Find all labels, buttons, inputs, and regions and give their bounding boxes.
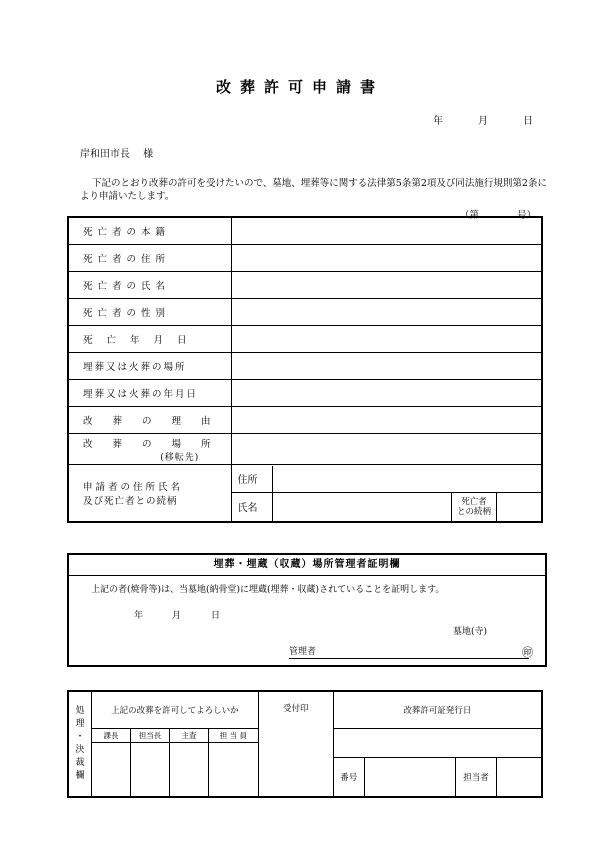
applicant-subtable <box>232 466 541 521</box>
date-of-death-field[interactable] <box>231 326 542 353</box>
issue-info-subtable <box>334 729 541 796</box>
manager-certificate-section <box>67 553 547 667</box>
row-label: 死亡年月日 <box>83 335 201 346</box>
relation-label-line1: 死亡者 <box>461 496 487 507</box>
number-open: （第 <box>460 210 480 221</box>
table-row <box>68 217 542 245</box>
table-row <box>68 465 542 523</box>
date-day-label: 日 <box>523 116 533 127</box>
role-section-chief: 課長 <box>92 729 131 743</box>
application-table <box>67 216 543 523</box>
person-in-charge-label: 担当者 <box>456 758 497 797</box>
deceased-name-field[interactable] <box>231 272 542 299</box>
certificate-text: 上記の者(焼骨等)は、当墓地(納骨堂)に埋蔵(埋葬・収蔵)されていることを証明します。 <box>91 585 445 595</box>
intro-paragraph: 下記のとおり改葬の許可を受けたいので、墓地、埋葬等に関する法律第5条第2項及び同法施行規則第2条により申請いたします。 <box>80 178 547 202</box>
table-row <box>68 272 542 299</box>
manager-signature-line[interactable] <box>289 644 529 659</box>
applicant-address-field[interactable] <box>272 466 541 493</box>
date-year-label: 年 <box>433 116 443 127</box>
burial-place-field[interactable] <box>231 353 542 380</box>
row-sublabel: (移転先) <box>160 452 200 463</box>
role-staff: 担 当 員 <box>209 729 259 743</box>
name-label: 氏名 <box>237 503 258 514</box>
row-label: 死亡者の氏名 <box>83 281 171 292</box>
table-row <box>68 299 542 326</box>
processing-table <box>67 690 543 798</box>
relation-label-line2: との続柄 <box>456 506 491 517</box>
role-chief-clerk: 主査 <box>170 729 209 743</box>
issue-date-field[interactable] <box>334 729 541 758</box>
page-title: 改葬許可申請書 <box>215 78 384 96</box>
seal-box-staff[interactable] <box>209 743 259 797</box>
processing-side-label: 処 理 ・ 決 裁 欄 <box>68 691 92 797</box>
reception-stamp-cell[interactable] <box>258 691 333 797</box>
registered-domicile-field[interactable] <box>231 217 542 245</box>
row-label-cell <box>68 217 231 245</box>
date-month-label: 月 <box>478 116 488 127</box>
table-row <box>68 245 542 272</box>
reception-stamp-label: 受付印 <box>283 704 309 714</box>
seal-box-chief-clerk[interactable] <box>170 743 209 797</box>
certificate-heading: 埋葬・埋蔵（収蔵）場所管理者証明欄 <box>69 555 545 576</box>
deceased-sex-field[interactable] <box>231 299 542 326</box>
table-row <box>68 434 542 465</box>
number-close: 号） <box>517 210 537 221</box>
approval-question: 上記の改葬を許可してよろしいか <box>92 691 259 729</box>
table-row <box>68 380 542 407</box>
seal-box-team-leader[interactable] <box>131 743 170 797</box>
row-label: 埋葬又は火葬の場所 <box>83 362 187 373</box>
certificate-month-label: 月 <box>172 611 182 621</box>
number-field[interactable] <box>364 758 455 797</box>
row-label: 死亡者の性別 <box>83 308 171 319</box>
certificate-day-label: 日 <box>211 611 221 621</box>
table-row <box>68 326 542 353</box>
issue-date-label: 改葬許可証発行日 <box>333 691 542 729</box>
addressee: 岸和田市長 様 <box>80 149 154 160</box>
seal-mark: ㊞ <box>522 646 533 659</box>
table-row <box>68 407 542 434</box>
relation-field[interactable] <box>497 492 542 521</box>
row-label: 死亡者の住所 <box>83 254 171 265</box>
deceased-address-field[interactable] <box>231 245 542 272</box>
burial-date-field[interactable] <box>231 380 542 407</box>
person-in-charge-field[interactable] <box>497 758 542 797</box>
applicant-label-line2: 及び死亡者との続柄 <box>83 496 178 507</box>
certificate-year-label: 年 <box>134 611 144 621</box>
applicant-name-field[interactable] <box>272 492 451 521</box>
reburial-reason-field[interactable] <box>231 407 542 434</box>
row-label: 改葬の理由 <box>83 416 231 427</box>
table-row <box>68 353 542 380</box>
row-label: 死亡者の本籍 <box>83 227 171 238</box>
role-team-leader: 担当長 <box>131 729 170 743</box>
number-label: 番号 <box>334 758 365 797</box>
row-label: 改葬の場所 <box>83 438 231 450</box>
manager-label: 管理者 <box>289 647 317 657</box>
applicant-label-line1: 申請者の住所氏名 <box>83 482 184 493</box>
row-label: 埋葬又は火葬の年月日 <box>83 389 199 400</box>
relocation-place-field[interactable] <box>231 434 542 465</box>
cemetery-label: 墓地(寺) <box>453 627 488 637</box>
address-label: 住所 <box>237 475 258 486</box>
seal-box-section-chief[interactable] <box>92 743 131 797</box>
